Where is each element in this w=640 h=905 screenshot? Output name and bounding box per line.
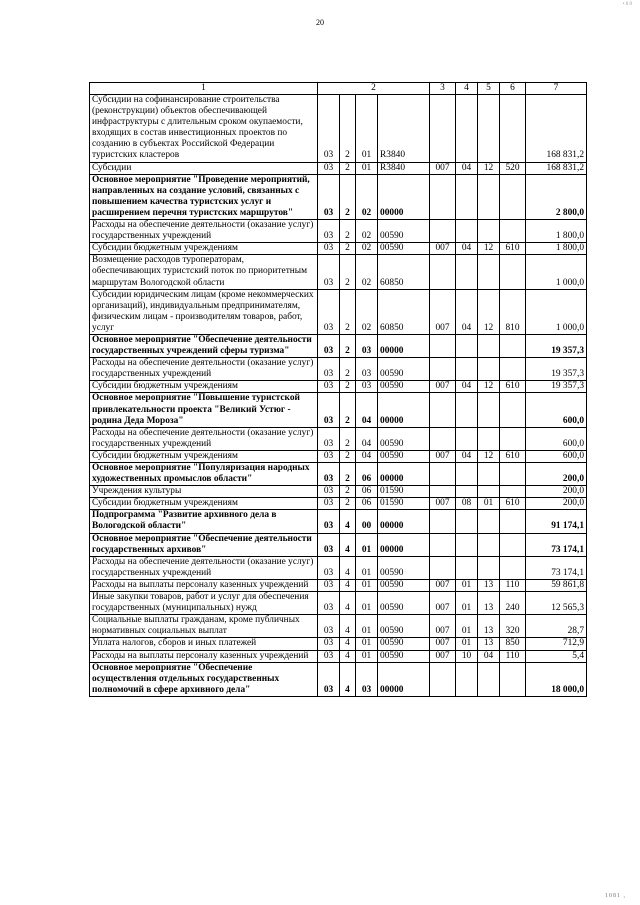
direction-code-cell: 01590: [378, 486, 430, 498]
direction-code-cell: 00590: [378, 220, 430, 243]
subsection-code-cell: [478, 95, 500, 163]
expense-type-cell: [500, 556, 526, 579]
expense-type-cell: 110: [500, 650, 526, 662]
table-row: [90, 592, 587, 615]
amount-cell: 59 861,8: [526, 579, 587, 591]
item-name-cell: Субсидии: [90, 162, 318, 174]
direction-code-cell: 00000: [378, 174, 430, 219]
subsection-code-cell: [478, 174, 500, 219]
program-code-cell: 03: [318, 174, 340, 219]
table-row: [90, 334, 587, 357]
subsection-code-cell: 12: [478, 162, 500, 174]
table-row: [90, 174, 587, 219]
activity-code-cell: 02: [356, 220, 378, 243]
ministry-code-cell: 007: [430, 381, 456, 393]
subprogram-code-cell: 4: [340, 556, 356, 579]
table-row: [90, 533, 587, 556]
subsection-code-cell: 13: [478, 592, 500, 615]
activity-code-cell: 01: [356, 533, 378, 556]
item-name-cell: Подпрограмма "Развитие архивного дела в Вологодской области": [90, 510, 318, 533]
ministry-code-cell: 007: [430, 498, 456, 510]
direction-code-cell: 60850: [378, 255, 430, 289]
table-row: [90, 358, 587, 381]
activity-code-cell: 03: [356, 662, 378, 696]
expense-type-cell: [500, 662, 526, 696]
direction-code-cell: 00000: [378, 510, 430, 533]
subsection-code-cell: [478, 510, 500, 533]
direction-code-cell: 00590: [378, 592, 430, 615]
section-code-cell: [456, 533, 478, 556]
amount-cell: 712,9: [526, 638, 587, 650]
table-row: [90, 289, 587, 334]
ministry-code-cell: [430, 358, 456, 381]
activity-code-cell: 01: [356, 556, 378, 579]
subsection-code-cell: 01: [478, 498, 500, 510]
subsection-code-cell: 12: [478, 289, 500, 334]
subsection-code-cell: [478, 556, 500, 579]
section-code-cell: [456, 220, 478, 243]
ministry-code-cell: 007: [430, 579, 456, 591]
section-code-cell: 04: [456, 162, 478, 174]
section-code-cell: [456, 556, 478, 579]
section-code-cell: 08: [456, 498, 478, 510]
item-name-cell: Иные закупки товаров, работ и услуг для обеспечения государственных (муниципальных) нужд: [90, 592, 318, 615]
expense-type-cell: 240: [500, 592, 526, 615]
expense-type-cell: 610: [500, 498, 526, 510]
ministry-code-cell: [430, 662, 456, 696]
subprogram-code-cell: 4: [340, 510, 356, 533]
amount-cell: 600,0: [526, 450, 587, 462]
table-row: [90, 393, 587, 427]
subprogram-code-cell: 4: [340, 579, 356, 591]
header-cell: 5: [478, 83, 500, 95]
direction-code-cell: 00590: [378, 579, 430, 591]
ministry-code-cell: [430, 556, 456, 579]
program-code-cell: 03: [318, 427, 340, 450]
subprogram-code-cell: 2: [340, 498, 356, 510]
ministry-code-cell: 007: [430, 638, 456, 650]
footer-mark: 1081 ,: [605, 893, 626, 899]
table-row: [90, 463, 587, 486]
subsection-code-cell: [478, 427, 500, 450]
activity-code-cell: 06: [356, 498, 378, 510]
page-number: 20: [316, 18, 324, 27]
table-row: [90, 427, 587, 450]
program-code-cell: 03: [318, 220, 340, 243]
section-code-cell: [456, 486, 478, 498]
table-row: [90, 255, 587, 289]
subprogram-code-cell: 2: [340, 243, 356, 255]
section-code-cell: 04: [456, 243, 478, 255]
header-cell: 3: [430, 83, 456, 95]
ministry-code-cell: 007: [430, 243, 456, 255]
program-code-cell: 03: [318, 381, 340, 393]
direction-code-cell: 00000: [378, 463, 430, 486]
section-code-cell: 04: [456, 450, 478, 462]
ministry-code-cell: 007: [430, 289, 456, 334]
section-code-cell: [456, 393, 478, 427]
direction-code-cell: 00590: [378, 638, 430, 650]
activity-code-cell: 03: [356, 381, 378, 393]
ministry-code-cell: [430, 334, 456, 357]
expense-type-cell: 610: [500, 381, 526, 393]
activity-code-cell: 01: [356, 95, 378, 163]
expense-type-cell: [500, 334, 526, 357]
table-row: [90, 510, 587, 533]
item-name-cell: Основное мероприятие "Обеспечение деятельности государственных архивов": [90, 533, 318, 556]
ministry-code-cell: 007: [430, 450, 456, 462]
subprogram-code-cell: 2: [340, 381, 356, 393]
table-row: [90, 486, 587, 498]
amount-cell: 18 000,0: [526, 662, 587, 696]
ministry-code-cell: [430, 533, 456, 556]
table-body: [90, 95, 587, 697]
section-code-cell: [456, 255, 478, 289]
subprogram-code-cell: 4: [340, 533, 356, 556]
table-row: [90, 498, 587, 510]
item-name-cell: Основное мероприятие "Повышение туристской привлекательности проекта "Великий Устюг - родина Деда Мороза": [90, 393, 318, 427]
table-row: [90, 650, 587, 662]
expense-type-cell: [500, 174, 526, 219]
section-code-cell: [456, 427, 478, 450]
amount-cell: 168 831,2: [526, 162, 587, 174]
item-name-cell: Субсидии бюджетным учреждениям: [90, 450, 318, 462]
subprogram-code-cell: 2: [340, 427, 356, 450]
program-code-cell: 03: [318, 638, 340, 650]
subsection-code-cell: 12: [478, 243, 500, 255]
expense-type-cell: [500, 533, 526, 556]
program-code-cell: 03: [318, 95, 340, 163]
expense-type-cell: [500, 95, 526, 163]
item-name-cell: Субсидии на софинансирование строительства (реконструкции) объектов обеспечивающей инфраструктуры с длительным сроком окупаемости, входящих в состав инвестиционных проектов по созданию в субъектах Российской Федерации туристских кластеров: [90, 95, 318, 163]
direction-code-cell: 00590: [378, 556, 430, 579]
expense-type-cell: 320: [500, 615, 526, 638]
program-code-cell: 03: [318, 450, 340, 462]
subsection-code-cell: 13: [478, 579, 500, 591]
section-code-cell: [456, 358, 478, 381]
item-name-cell: Расходы на обеспечение деятельности (оказание услуг) государственных учреждений: [90, 358, 318, 381]
ministry-code-cell: [430, 95, 456, 163]
program-code-cell: 03: [318, 592, 340, 615]
amount-cell: 1 000,0: [526, 255, 587, 289]
program-code-cell: 03: [318, 255, 340, 289]
section-code-cell: [456, 510, 478, 533]
section-code-cell: 10: [456, 650, 478, 662]
subsection-code-cell: 12: [478, 381, 500, 393]
subsection-code-cell: [478, 463, 500, 486]
expense-type-cell: [500, 486, 526, 498]
table-row: [90, 662, 587, 696]
section-code-cell: [456, 95, 478, 163]
section-code-cell: [456, 662, 478, 696]
subprogram-code-cell: 2: [340, 334, 356, 357]
subprogram-code-cell: 4: [340, 592, 356, 615]
direction-code-cell: 00000: [378, 334, 430, 357]
subsection-code-cell: [478, 533, 500, 556]
program-code-cell: 03: [318, 510, 340, 533]
program-code-cell: 03: [318, 579, 340, 591]
amount-cell: 200,0: [526, 486, 587, 498]
item-name-cell: Основное мероприятие "Обеспечение деятельности государственных учреждений сферы туризма": [90, 334, 318, 357]
item-name-cell: Возмещение расходов туроператорам, обеспечивающих туристский поток по приоритетным маршрутам Вологодской области: [90, 255, 318, 289]
activity-code-cell: 01: [356, 162, 378, 174]
amount-cell: 2 800,0: [526, 174, 587, 219]
item-name-cell: Основное мероприятие "Проведение мероприятий, направленных на создание условий, связанных с повышением качества туристских услуг и расширением перечня туристских маршрутов": [90, 174, 318, 219]
table-row: [90, 615, 587, 638]
program-code-cell: 03: [318, 334, 340, 357]
subprogram-code-cell: 2: [340, 255, 356, 289]
direction-code-cell: 00590: [378, 358, 430, 381]
amount-cell: 168 831,2: [526, 95, 587, 163]
expense-type-cell: 810: [500, 289, 526, 334]
program-code-cell: 03: [318, 463, 340, 486]
item-name-cell: Субсидии бюджетным учреждениям: [90, 243, 318, 255]
expense-type-cell: [500, 255, 526, 289]
direction-code-cell: 00000: [378, 662, 430, 696]
activity-code-cell: 06: [356, 486, 378, 498]
table-row: [90, 638, 587, 650]
section-code-cell: [456, 463, 478, 486]
subsection-code-cell: 04: [478, 650, 500, 662]
amount-cell: 200,0: [526, 498, 587, 510]
direction-code-cell: R3840: [378, 162, 430, 174]
expense-type-cell: [500, 393, 526, 427]
ministry-code-cell: [430, 220, 456, 243]
section-code-cell: 01: [456, 579, 478, 591]
ministry-code-cell: 007: [430, 162, 456, 174]
amount-cell: 1 800,0: [526, 220, 587, 243]
direction-code-cell: 60850: [378, 289, 430, 334]
direction-code-cell: 00590: [378, 650, 430, 662]
amount-cell: 19 357,3: [526, 358, 587, 381]
subprogram-code-cell: 2: [340, 220, 356, 243]
activity-code-cell: 00: [356, 510, 378, 533]
ministry-code-cell: [430, 510, 456, 533]
direction-code-cell: 00590: [378, 381, 430, 393]
table-row: [90, 579, 587, 591]
subsection-code-cell: [478, 220, 500, 243]
activity-code-cell: 02: [356, 174, 378, 219]
expense-type-cell: 610: [500, 450, 526, 462]
subsection-code-cell: 13: [478, 638, 500, 650]
amount-cell: 19 357,3: [526, 381, 587, 393]
amount-cell: 1 000,0: [526, 289, 587, 334]
subprogram-code-cell: 2: [340, 95, 356, 163]
activity-code-cell: 04: [356, 393, 378, 427]
activity-code-cell: 04: [356, 450, 378, 462]
activity-code-cell: 01: [356, 650, 378, 662]
table-row: [90, 162, 587, 174]
subprogram-code-cell: 2: [340, 358, 356, 381]
amount-cell: 19 357,3: [526, 334, 587, 357]
subsection-code-cell: 12: [478, 450, 500, 462]
program-code-cell: 03: [318, 498, 340, 510]
subsection-code-cell: 13: [478, 615, 500, 638]
activity-code-cell: 03: [356, 334, 378, 357]
item-name-cell: Субсидии бюджетным учреждениям: [90, 381, 318, 393]
item-name-cell: Субсидии юридическим лицам (кроме некоммерческих организаций), индивидуальным предпринимателям, физическим лицам - производителям товаров, работ, услуг: [90, 289, 318, 334]
direction-code-cell: 00590: [378, 427, 430, 450]
subsection-code-cell: [478, 662, 500, 696]
activity-code-cell: 02: [356, 243, 378, 255]
program-code-cell: 03: [318, 289, 340, 334]
activity-code-cell: 06: [356, 463, 378, 486]
activity-code-cell: 02: [356, 289, 378, 334]
program-code-cell: 03: [318, 162, 340, 174]
section-code-cell: 01: [456, 592, 478, 615]
header-cell: 7: [526, 83, 587, 95]
section-code-cell: 01: [456, 615, 478, 638]
table-row: [90, 243, 587, 255]
subsection-code-cell: [478, 255, 500, 289]
ministry-code-cell: 007: [430, 615, 456, 638]
item-name-cell: Социальные выплаты гражданам, кроме публичных нормативных социальных выплат: [90, 615, 318, 638]
item-name-cell: Расходы на обеспечение деятельности (оказание услуг) государственных учреждений: [90, 220, 318, 243]
program-code-cell: 03: [318, 662, 340, 696]
table-row: [90, 556, 587, 579]
item-name-cell: Расходы на выплаты персоналу казенных учреждений: [90, 650, 318, 662]
expense-type-cell: [500, 510, 526, 533]
item-name-cell: Основное мероприятие "Обеспечение осуществления отдельных государственных полномочий в сфере архивного дела": [90, 662, 318, 696]
subprogram-code-cell: 2: [340, 289, 356, 334]
program-code-cell: 03: [318, 243, 340, 255]
activity-code-cell: 01: [356, 579, 378, 591]
subprogram-code-cell: 4: [340, 650, 356, 662]
subprogram-code-cell: 2: [340, 393, 356, 427]
program-code-cell: 03: [318, 615, 340, 638]
amount-cell: 600,0: [526, 427, 587, 450]
ministry-code-cell: [430, 427, 456, 450]
expense-type-cell: 850: [500, 638, 526, 650]
subprogram-code-cell: 2: [340, 162, 356, 174]
section-code-cell: 04: [456, 289, 478, 334]
budget-table: [89, 82, 587, 697]
amount-cell: 600,0: [526, 393, 587, 427]
subsection-code-cell: [478, 358, 500, 381]
table-row: [90, 220, 587, 243]
amount-cell: 200,0: [526, 463, 587, 486]
item-name-cell: Субсидии бюджетным учреждениям: [90, 498, 318, 510]
amount-cell: 28,7: [526, 615, 587, 638]
subsection-code-cell: [478, 486, 500, 498]
direction-code-cell: 00590: [378, 243, 430, 255]
amount-cell: 91 174,1: [526, 510, 587, 533]
amount-cell: 73 174,1: [526, 533, 587, 556]
header-cell: 6: [500, 83, 526, 95]
subprogram-code-cell: 2: [340, 486, 356, 498]
table-row: [90, 381, 587, 393]
direction-code-cell: R3840: [378, 95, 430, 163]
item-name-cell: Расходы на выплаты персоналу казенных учреждений: [90, 579, 318, 591]
activity-code-cell: 01: [356, 592, 378, 615]
item-name-cell: Учреждения культуры: [90, 486, 318, 498]
subsection-code-cell: [478, 393, 500, 427]
direction-code-cell: 00590: [378, 615, 430, 638]
table-row: [90, 95, 587, 163]
header-cell: 1: [90, 83, 318, 95]
section-code-cell: 04: [456, 381, 478, 393]
expense-type-cell: 110: [500, 579, 526, 591]
header-cell: 4: [456, 83, 478, 95]
expense-type-cell: 520: [500, 162, 526, 174]
subprogram-code-cell: 2: [340, 463, 356, 486]
item-name-cell: Расходы на обеспечение деятельности (оказание услуг) государственных учреждений: [90, 427, 318, 450]
direction-code-cell: 01590: [378, 498, 430, 510]
subprogram-code-cell: 4: [340, 638, 356, 650]
ministry-code-cell: [430, 174, 456, 219]
ministry-code-cell: 007: [430, 592, 456, 615]
expense-type-cell: 610: [500, 243, 526, 255]
expense-type-cell: [500, 358, 526, 381]
program-code-cell: 03: [318, 556, 340, 579]
program-code-cell: 03: [318, 486, 340, 498]
activity-code-cell: 04: [356, 427, 378, 450]
expense-type-cell: [500, 463, 526, 486]
program-code-cell: 03: [318, 358, 340, 381]
direction-code-cell: 00590: [378, 450, 430, 462]
ministry-code-cell: [430, 486, 456, 498]
section-code-cell: 01: [456, 638, 478, 650]
header-row: [90, 83, 587, 95]
ministry-code-cell: [430, 255, 456, 289]
corner-mark: • 0 0: [622, 2, 632, 7]
section-code-cell: [456, 334, 478, 357]
amount-cell: 5,4: [526, 650, 587, 662]
subsection-code-cell: [478, 334, 500, 357]
subprogram-code-cell: 4: [340, 662, 356, 696]
activity-code-cell: 03: [356, 358, 378, 381]
ministry-code-cell: [430, 463, 456, 486]
subprogram-code-cell: 2: [340, 174, 356, 219]
program-code-cell: 03: [318, 393, 340, 427]
subprogram-code-cell: 4: [340, 615, 356, 638]
expense-type-cell: [500, 220, 526, 243]
program-code-cell: 03: [318, 650, 340, 662]
item-name-cell: Уплата налогов, сборов и иных платежей: [90, 638, 318, 650]
ministry-code-cell: 007: [430, 650, 456, 662]
table-row: [90, 450, 587, 462]
amount-cell: 73 174,1: [526, 556, 587, 579]
activity-code-cell: 02: [356, 255, 378, 289]
amount-cell: 1 800,0: [526, 243, 587, 255]
expense-type-cell: [500, 427, 526, 450]
direction-code-cell: 00000: [378, 393, 430, 427]
activity-code-cell: 01: [356, 615, 378, 638]
subprogram-code-cell: 2: [340, 450, 356, 462]
item-name-cell: Расходы на обеспечение деятельности (оказание услуг) государственных учреждений: [90, 556, 318, 579]
header-cell: 2: [318, 83, 430, 95]
program-code-cell: 03: [318, 533, 340, 556]
item-name-cell: Основное мероприятие "Популяризация народных художественных промыслов области": [90, 463, 318, 486]
direction-code-cell: 00000: [378, 533, 430, 556]
ministry-code-cell: [430, 393, 456, 427]
activity-code-cell: 01: [356, 638, 378, 650]
amount-cell: 12 565,3: [526, 592, 587, 615]
section-code-cell: [456, 174, 478, 219]
